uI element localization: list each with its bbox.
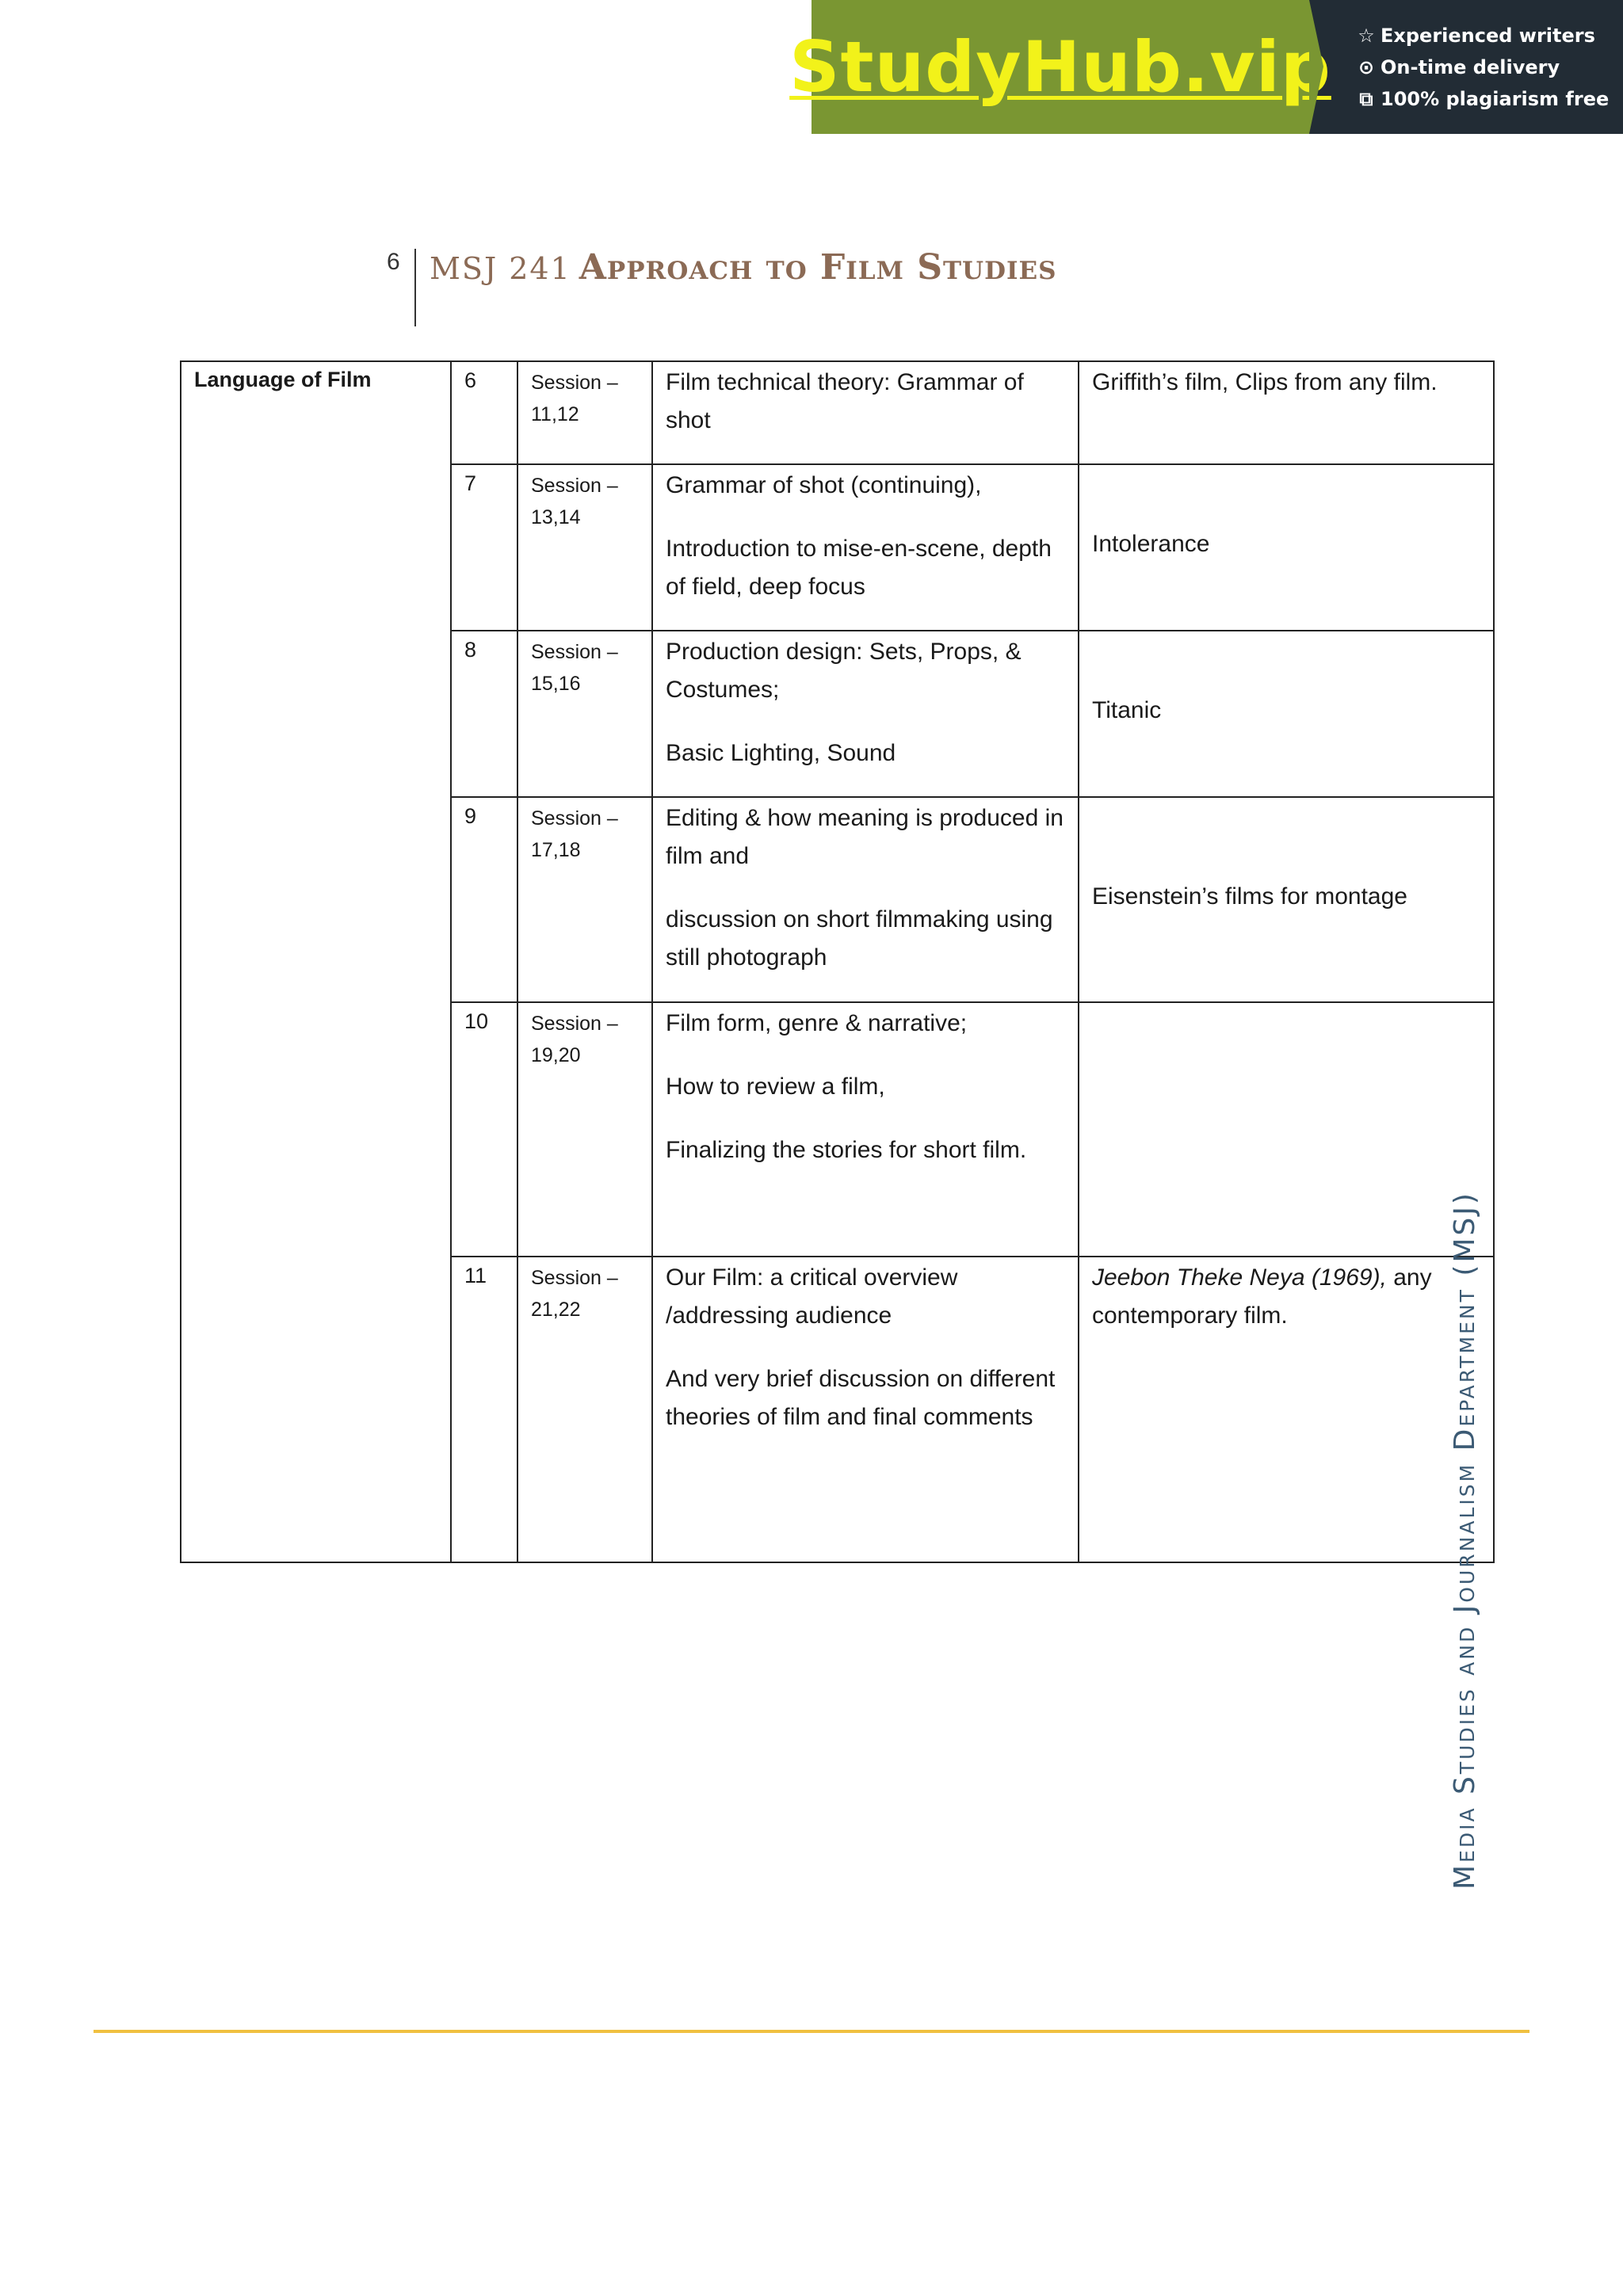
session-cell [517,361,652,464]
session-numbers: 11,12 [531,403,579,425]
resource-text: Titanic [1092,697,1162,723]
session-label: Session – [531,641,618,663]
week-cell [451,631,517,797]
resource-text [1079,1257,1493,1343]
session-info [518,631,651,704]
resource-text: Eisenstein’s films for montage [1092,883,1407,910]
resource-cell [1079,1002,1494,1257]
brand-logo[interactable]: StudyHub.vip [789,26,1331,108]
course-code: MSJ 241 [430,251,571,286]
resource-cell [1079,464,1494,631]
week-number: 9 [464,804,477,828]
resource-cell [1079,631,1494,797]
topic-text: Grammar of shot (continuing), [666,472,982,498]
feature-label: On-time delivery [1381,55,1560,78]
week-cell [451,1002,517,1257]
week-cell [451,1257,517,1562]
topic-text: Film form, genre & narrative; [666,1010,968,1036]
star-icon: ☆ [1358,24,1375,47]
week-number: 10 [464,1009,489,1033]
session-info [518,465,651,538]
brand-panel [789,0,1331,134]
topic-cell [652,631,1079,797]
page-header-title [430,247,1057,288]
session-numbers: 19,20 [531,1044,581,1066]
topic-text: Editing & how meaning is produced in film and [666,805,1064,869]
session-label: Session – [531,1013,618,1035]
topic-text: Introduction to mise-en-scene, depth of field, deep focus [666,536,1052,600]
course-title: Approach to Film Studies [579,247,1057,288]
header-divider [414,249,416,326]
copy-icon: ⧉ [1359,87,1373,110]
topic-text: Basic Lighting, Sound [666,740,896,766]
session-numbers: 13,14 [531,506,581,528]
week-cell [451,797,517,1002]
topic-text: discussion on short filmmaking using still photograph [666,906,1053,971]
resource-cell [1079,1257,1494,1562]
unit-label: Language of Film [194,368,372,391]
promo-banner[interactable] [789,0,1623,134]
topic-cell [652,797,1079,1002]
feature-item [1357,24,1623,48]
session-info [518,1003,651,1076]
table-row [181,361,1494,464]
session-cell [517,1002,652,1257]
session-numbers: 17,18 [531,839,581,861]
week-number: 11 [464,1264,487,1287]
topic-text: How to review a film, [666,1074,885,1100]
feature-item [1357,87,1623,111]
schedule-table [180,360,1495,1563]
topic-cell [652,464,1079,631]
resource-cell [1079,797,1494,1002]
resource-cell [1079,361,1494,464]
feature-list [1309,0,1623,134]
clock-icon: ⊙ [1358,55,1375,78]
topic-cell [652,1257,1079,1562]
feature-label: Experienced writers [1381,24,1595,47]
session-info [518,1257,651,1330]
topic-text: Our Film: a critical overview /addressing audience [666,1264,958,1329]
page-number: 6 [387,249,400,275]
resource-text [1079,1003,1493,1013]
footer-divider [94,2030,1529,2033]
feature-label: 100% plagiarism free [1381,87,1610,110]
session-numbers: 15,16 [531,673,581,695]
resource-rest: any contemporary film. [1092,1264,1432,1329]
session-label: Session – [531,1267,618,1289]
session-cell [517,1257,652,1562]
topic-text: Finalizing the stories for short film. [666,1137,1027,1163]
session-label: Session – [531,475,618,497]
session-info [518,798,651,871]
resource-text: Griffith’s film, Clips from any film. [1092,369,1438,395]
topic-cell [652,361,1079,464]
session-cell [517,797,652,1002]
department-sidebar-text: Media Studies and Journalism Department (MSJ) [1449,1191,1481,1890]
week-number: 7 [464,471,477,495]
session-label: Session – [531,807,618,830]
week-number: 6 [464,368,477,392]
topic-text: Production design: Sets, Props, & Costumes; [666,639,1022,703]
feature-item [1357,55,1623,79]
session-cell [517,464,652,631]
session-numbers: 21,22 [531,1299,581,1321]
topic-text: And very brief discussion on different theories of film and final comments [666,1366,1056,1430]
unit-cell [181,361,451,1562]
resource-text: Intolerance [1092,531,1210,557]
session-label: Session – [531,372,618,394]
week-cell [451,464,517,631]
topic-cell [652,1002,1079,1257]
week-cell [451,361,517,464]
week-number: 8 [464,638,477,662]
topic-text: Film technical theory: Grammar of shot [666,369,1024,433]
film-title: Jeebon Theke Neya (1969), [1092,1264,1387,1291]
session-info [518,362,651,435]
session-cell [517,631,652,797]
